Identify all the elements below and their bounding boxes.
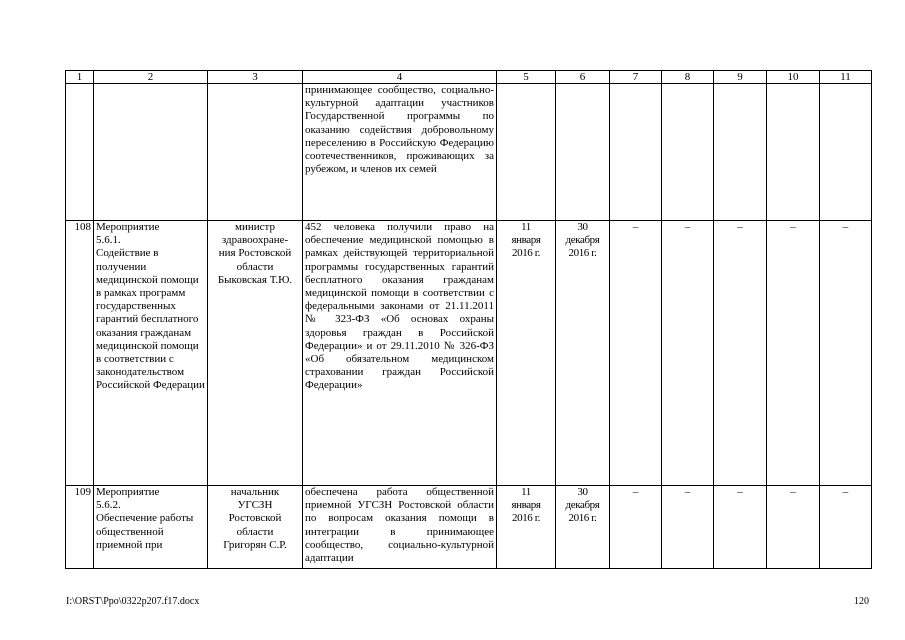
start-date-cell xyxy=(497,84,556,221)
column-header: 7 xyxy=(610,71,662,84)
row-number: 108 xyxy=(66,221,94,486)
value-cell: – xyxy=(820,221,872,486)
column-header: 9 xyxy=(714,71,767,84)
result-cell: 452 человека получили право на обеспечение медицинской помощью в рамках действующей территориальной программы государственных гарантий бесплатного оказания гражданам медицинской помощи в соответствии с федеральными законами от 21.11.2011 № 323-ФЗ «Об основах охраны здоровья граждан в Российской Федерации» и от 29.11.2010 № 326-ФЗ «Об обязательном медицинском страховании граждан Российской Федерации» xyxy=(303,221,497,486)
table-row xyxy=(66,84,872,221)
column-header: 2 xyxy=(94,71,208,84)
row-number: 109 xyxy=(66,486,94,569)
value-cell xyxy=(820,84,872,221)
responsible-cell: министр здравоохране- ния Ростовской области Быковская Т.Ю. xyxy=(208,221,303,486)
value-cell: – xyxy=(820,486,872,569)
value-cell: – xyxy=(714,486,767,569)
column-header: 5 xyxy=(497,71,556,84)
column-header: 4 xyxy=(303,71,497,84)
measures-table xyxy=(65,70,872,569)
value-cell xyxy=(662,84,714,221)
column-header: 6 xyxy=(556,71,610,84)
table-header-row xyxy=(66,71,872,84)
table-row xyxy=(66,486,872,569)
value-cell xyxy=(714,84,767,221)
responsible-cell: начальник УГСЗН Ростовской области Григорян С.Р. xyxy=(208,486,303,569)
column-header: 10 xyxy=(767,71,820,84)
value-cell: – xyxy=(767,221,820,486)
row-number xyxy=(66,84,94,221)
value-cell: – xyxy=(662,486,714,569)
result-cell: обеспечена работа общественной приемной УГСЗН Ростовской области по вопросам оказания помощи в интеграции в принимающее сообщество, социально-культурной адаптации xyxy=(303,486,497,569)
start-date-cell: 11 января 2016 г. xyxy=(497,221,556,486)
end-date-cell: 30 декабря 2016 г. xyxy=(556,221,610,486)
end-date-cell xyxy=(556,84,610,221)
column-header: 8 xyxy=(662,71,714,84)
result-cell: принимающее сообщество, социально-культурной адаптации участников Государственной программы по оказанию содействия добровольному переселению в Российскую Федерацию соотечественников, проживающих за рубежом, и членов их семей xyxy=(303,84,497,221)
value-cell xyxy=(767,84,820,221)
end-date-cell: 30 декабря 2016 г. xyxy=(556,486,610,569)
column-header: 11 xyxy=(820,71,872,84)
table-row xyxy=(66,221,872,486)
value-cell: – xyxy=(662,221,714,486)
event-cell: Мероприятие 5.6.2. Обеспечение работы общественной приемной при xyxy=(94,486,208,569)
column-header: 1 xyxy=(66,71,94,84)
value-cell xyxy=(610,84,662,221)
value-cell: – xyxy=(610,486,662,569)
page-number: 120 xyxy=(854,596,869,607)
value-cell: – xyxy=(714,221,767,486)
column-header: 3 xyxy=(208,71,303,84)
value-cell: – xyxy=(767,486,820,569)
start-date-cell: 11 января 2016 г. xyxy=(497,486,556,569)
event-cell: Мероприятие 5.6.1. Содействие в получении медицинской помощи в рамках программ государственных гарантий бесплатного оказания гражданам медицинской помощи в соответствии с законодательством Российской Федерации xyxy=(94,221,208,486)
value-cell: – xyxy=(610,221,662,486)
footer-file-path: I:\ORST\Ppo\0322p207.f17.docx xyxy=(66,596,200,607)
responsible-cell xyxy=(208,84,303,221)
event-cell xyxy=(94,84,208,221)
